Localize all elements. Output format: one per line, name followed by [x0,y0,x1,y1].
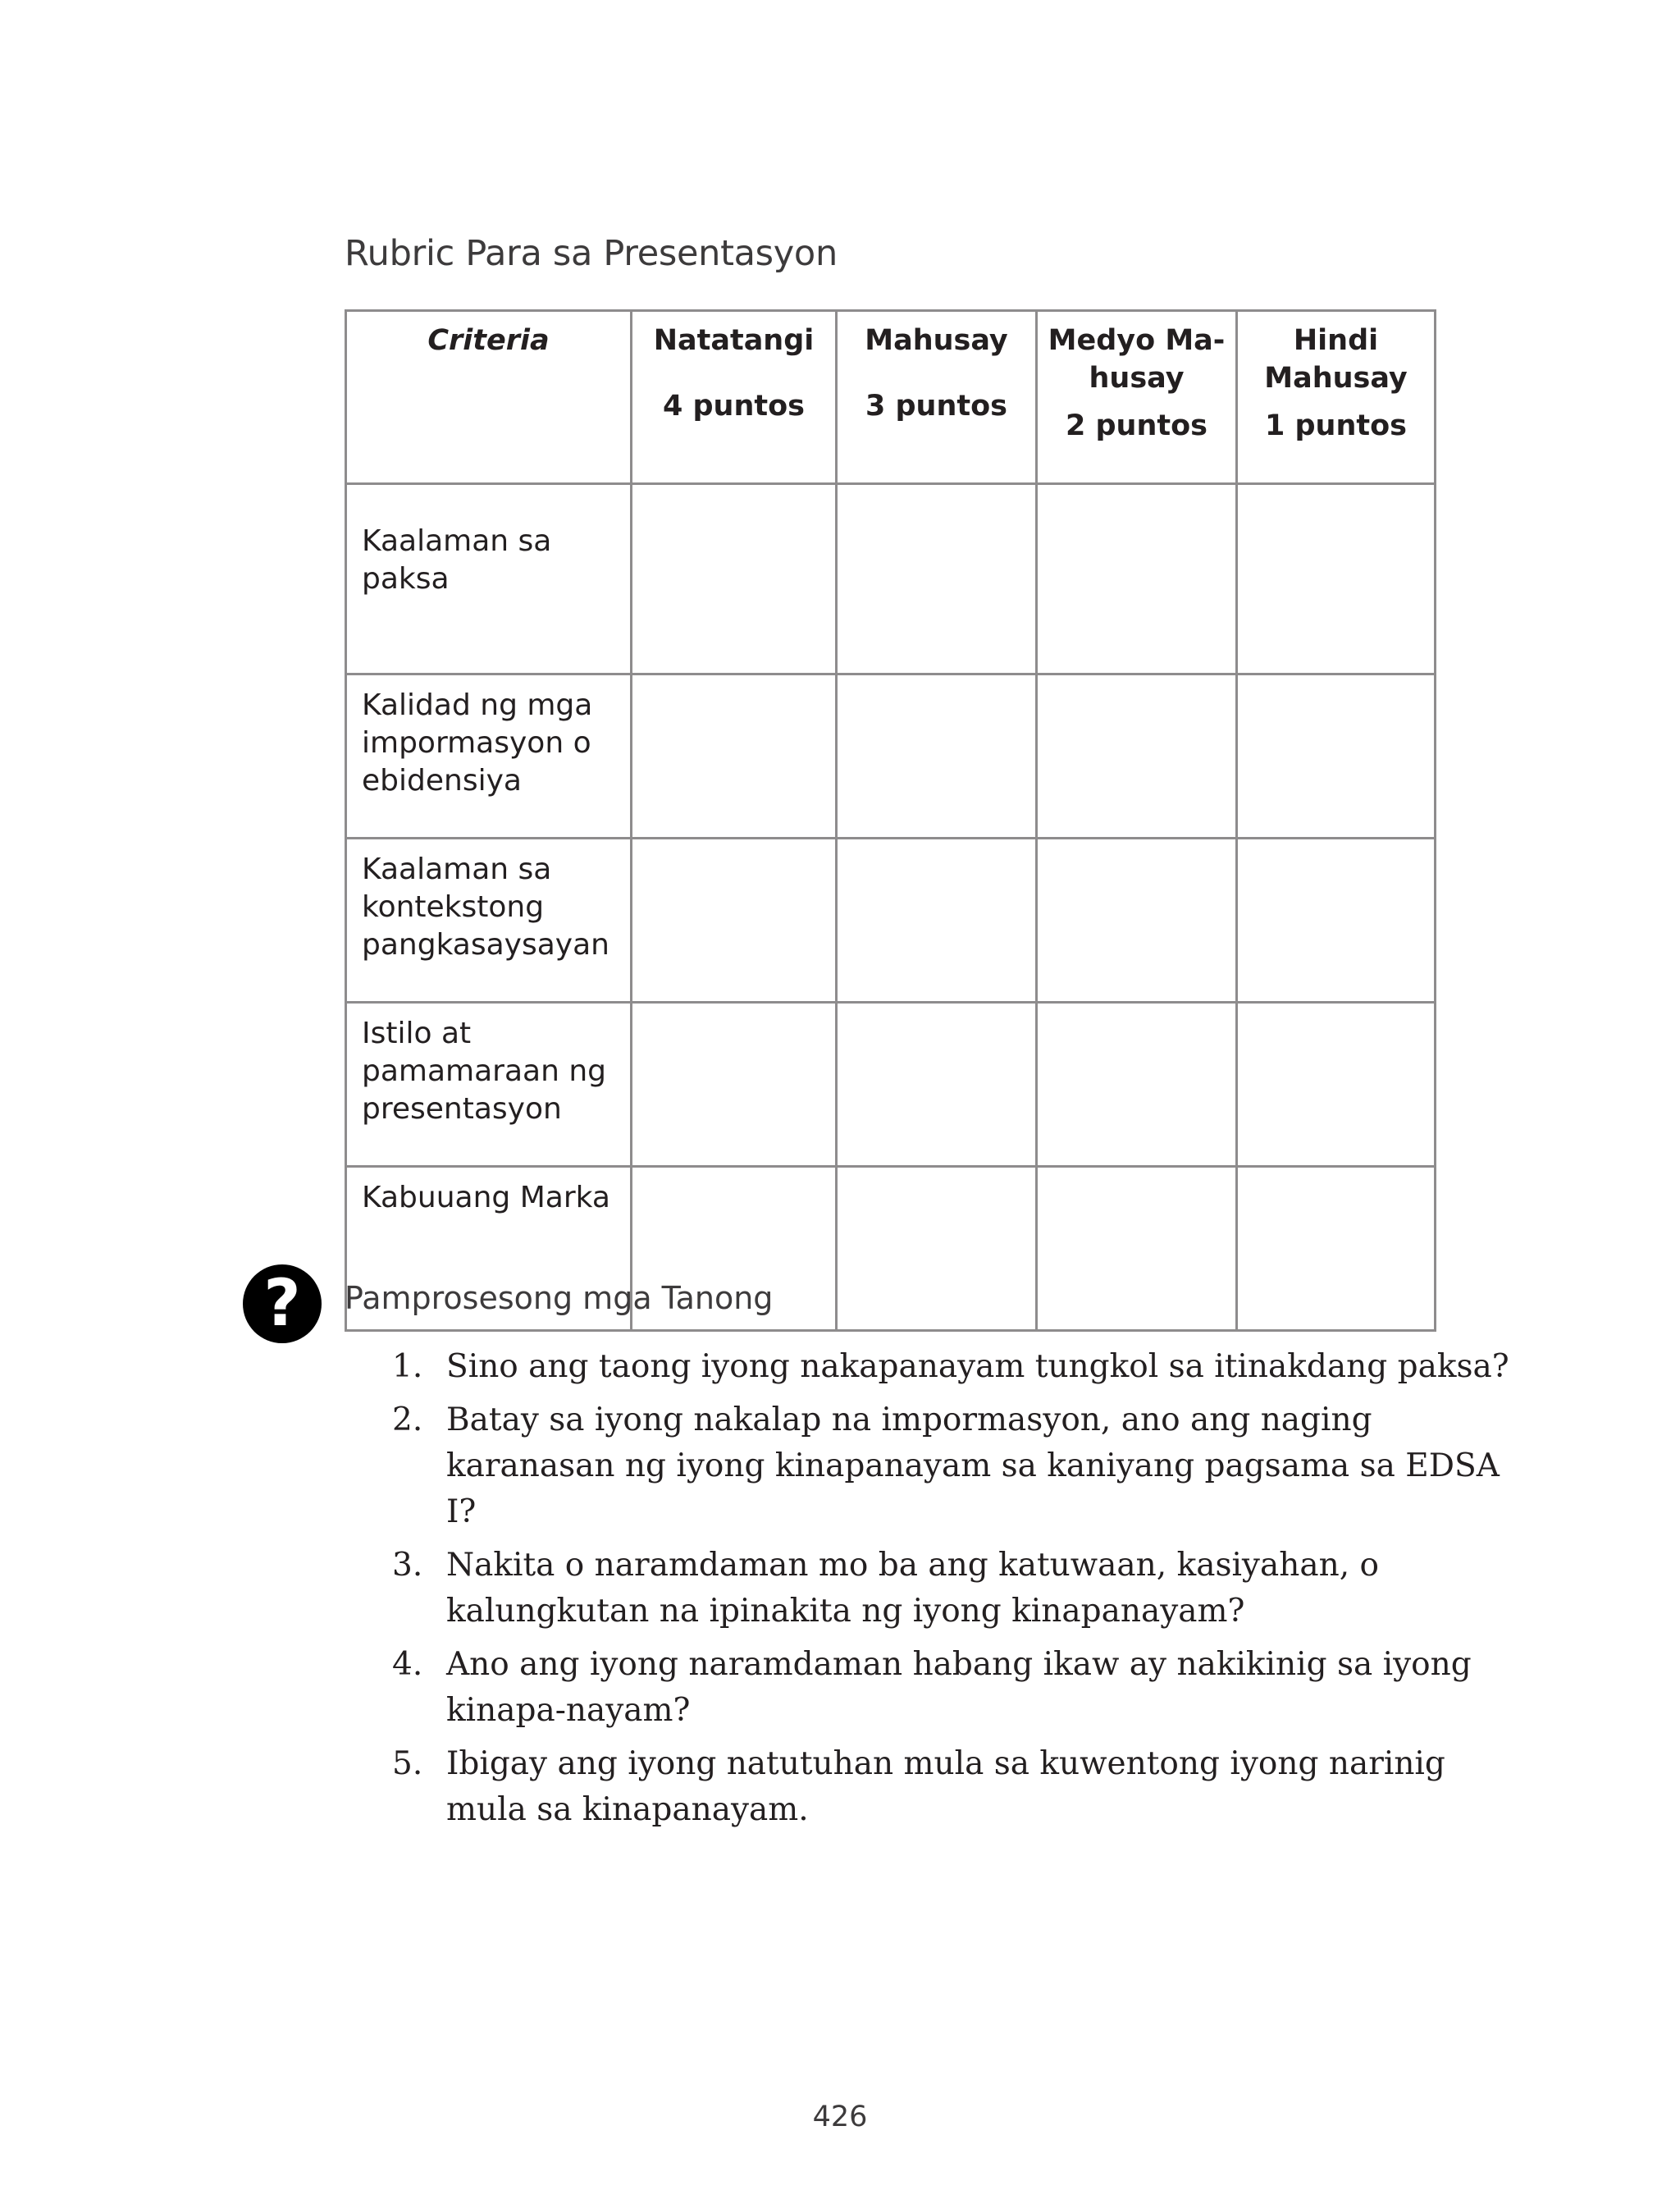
page-title: Rubric Para sa Presentasyon [345,233,838,274]
header-medyo-mahusay-points: 2 puntos [1065,409,1208,442]
criterion-cell: Kaalaman sa paksa [346,484,632,674]
question-icon: ? [243,1264,322,1343]
header-natatangi [632,311,837,484]
header-mahusay-points: 3 puntos [865,390,1008,423]
score-cell[interactable] [837,1167,1037,1331]
score-cell[interactable] [1237,839,1436,1003]
score-cell[interactable] [632,674,837,839]
header-mahusay-label: Mahusay [865,324,1008,357]
question-number: 4. [392,1646,423,1683]
list-item [392,1642,1516,1734]
score-cell[interactable] [1037,839,1237,1003]
header-criteria-label: Criteria [427,324,550,357]
header-hindi-mahusay-points: 1 puntos [1264,409,1408,442]
page-number: 426 [812,2101,868,2133]
score-cell[interactable] [1237,484,1436,674]
rubric-table [345,309,1436,1332]
table-row [346,674,1436,839]
question-text: Nakita o naramdaman mo ba ang katuwaan, kasiyahan, o kalungkutan na ipinakita ng iyong kinapanayam? [446,1547,1379,1630]
criterion-cell: Istilo at pamamaraan ng presentasyon [346,1003,632,1167]
question-text: Ibigay ang iyong natutuhan mula sa kuwentong iyong narinig mula sa kinapanayam. [446,1745,1445,1828]
header-medyo-mahusay-label: Medyo Ma- husay [1048,324,1226,395]
score-cell[interactable] [632,839,837,1003]
list-item [392,1344,1516,1390]
table-row [346,484,1436,674]
question-text: Ano ang iyong naramdaman habang ikaw ay nakikinig sa iyong kinapa-nayam? [446,1646,1472,1729]
header-mahusay [837,311,1037,484]
question-number: 2. [392,1401,423,1438]
list-item [392,1543,1516,1634]
header-hindi-mahusay [1237,311,1436,484]
score-cell[interactable] [1037,1003,1237,1167]
score-cell[interactable] [837,674,1037,839]
score-cell[interactable] [632,1003,837,1167]
header-natatangi-points: 4 puntos [662,390,806,423]
header-hindi-mahusay-label: Hindi Mahusay [1264,324,1408,395]
question-number: 5. [392,1745,423,1782]
section-title: Pamprosesong mga Tanong [345,1280,774,1316]
question-text: Batay sa iyong nakalap na impormasyon, ano ang naging karanasan ng iyong kinapanayam sa kaniyang pagsama sa EDSA I? [446,1401,1500,1530]
table-row [346,1003,1436,1167]
question-number: 3. [392,1547,423,1584]
score-cell[interactable] [1237,1167,1436,1331]
criterion-cell: Kabuuang Marka [346,1167,632,1331]
questions-list [392,1344,1516,1840]
score-cell[interactable] [1237,1003,1436,1167]
header-criteria [346,311,632,484]
score-cell[interactable] [837,839,1037,1003]
list-item [392,1397,1516,1535]
list-item [392,1741,1516,1833]
score-cell[interactable] [632,484,837,674]
score-cell[interactable] [1237,674,1436,839]
score-cell[interactable] [1037,674,1237,839]
score-cell[interactable] [1037,484,1237,674]
rubric-header-row [346,311,1436,484]
score-cell[interactable] [837,484,1037,674]
header-medyo-mahusay [1037,311,1237,484]
score-cell[interactable] [1037,1167,1237,1331]
question-number: 1. [392,1348,423,1385]
question-text: Sino ang taong iyong nakapanayam tungkol sa itinakdang paksa? [446,1348,1509,1385]
score-cell[interactable] [837,1003,1037,1167]
criterion-cell: Kaalaman sa kontekstong pangkasaysayan [346,839,632,1003]
table-row [346,839,1436,1003]
header-natatangi-label: Natatangi [653,324,815,357]
criterion-cell: Kalidad ng mga impormasyon o ebidensiya [346,674,632,839]
